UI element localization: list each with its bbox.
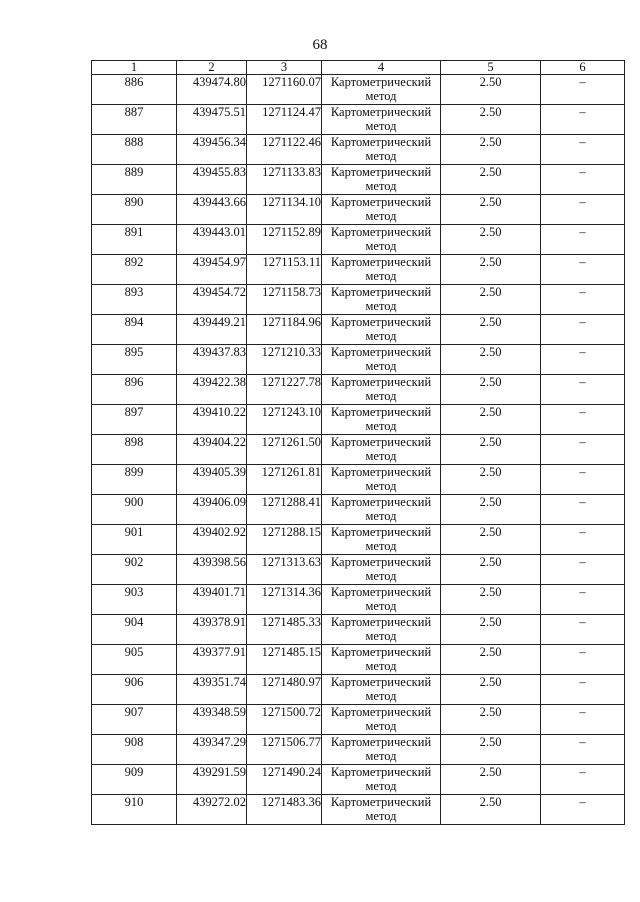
note-value: – (541, 465, 625, 495)
coordinate-x: 439377.91 (177, 645, 247, 675)
point-number: 886 (92, 75, 177, 105)
point-number: 887 (92, 105, 177, 135)
table-row (92, 705, 625, 735)
coordinate-y: 1271184.96 (247, 315, 322, 345)
column-header: 3 (247, 61, 322, 75)
method-line-1: Картометрический (330, 225, 432, 239)
coordinate-y: 1271485.15 (247, 645, 322, 675)
point-number: 909 (92, 765, 177, 795)
method-line-2: метод (365, 119, 397, 133)
accuracy-value: 2.50 (441, 585, 541, 615)
method-cell (322, 615, 441, 645)
method-line-2: метод (365, 269, 397, 283)
coordinate-y: 1271261.50 (247, 435, 322, 465)
table-row (92, 525, 625, 555)
table-row (92, 135, 625, 165)
accuracy-value: 2.50 (441, 525, 541, 555)
method-line-2: метод (365, 779, 397, 793)
table-body (92, 75, 625, 825)
point-number: 888 (92, 135, 177, 165)
table-row (92, 255, 625, 285)
coordinate-y: 1271227.78 (247, 375, 322, 405)
column-header: 6 (541, 61, 625, 75)
note-value: – (541, 75, 625, 105)
method-line-1: Картометрический (330, 165, 432, 179)
point-number: 892 (92, 255, 177, 285)
point-number: 905 (92, 645, 177, 675)
point-number: 899 (92, 465, 177, 495)
note-value: – (541, 795, 625, 825)
accuracy-value: 2.50 (441, 465, 541, 495)
page-number: 68 (312, 37, 328, 53)
column-header: 1 (92, 61, 177, 75)
method-line-2: метод (365, 179, 397, 193)
method-line-2: метод (365, 809, 397, 823)
coordinate-y: 1271210.33 (247, 345, 322, 375)
table-row (92, 765, 625, 795)
method-cell (322, 315, 441, 345)
coordinate-y: 1271134.10 (247, 195, 322, 225)
accuracy-value: 2.50 (441, 285, 541, 315)
method-cell (322, 195, 441, 225)
point-number: 910 (92, 795, 177, 825)
coordinate-x: 439405.39 (177, 465, 247, 495)
note-value: – (541, 315, 625, 345)
note-value: – (541, 135, 625, 165)
method-line-1: Картометрический (330, 285, 432, 299)
method-cell (322, 795, 441, 825)
coordinate-y: 1271485.33 (247, 615, 322, 645)
table-row (92, 645, 625, 675)
coordinate-x: 439404.22 (177, 435, 247, 465)
table-row (92, 195, 625, 225)
coordinate-y: 1271314.36 (247, 585, 322, 615)
coordinate-x: 439454.72 (177, 285, 247, 315)
coordinate-y: 1271243.10 (247, 405, 322, 435)
coordinate-x: 439378.91 (177, 615, 247, 645)
method-line-1: Картометрический (330, 105, 432, 119)
note-value: – (541, 585, 625, 615)
point-number: 889 (92, 165, 177, 195)
method-cell (322, 405, 441, 435)
column-header: 4 (322, 61, 441, 75)
method-line-1: Картометрический (330, 345, 432, 359)
method-cell (322, 705, 441, 735)
coordinate-y: 1271124.47 (247, 105, 322, 135)
method-cell (322, 645, 441, 675)
method-line-1: Картометрический (330, 585, 432, 599)
coordinate-y: 1271160.07 (247, 75, 322, 105)
accuracy-value: 2.50 (441, 135, 541, 165)
column-header: 5 (441, 61, 541, 75)
coordinate-x: 439422.38 (177, 375, 247, 405)
method-cell (322, 285, 441, 315)
note-value: – (541, 705, 625, 735)
coordinate-x: 439406.09 (177, 495, 247, 525)
table-row (92, 105, 625, 135)
table-row (92, 75, 625, 105)
point-number: 904 (92, 615, 177, 645)
note-value: – (541, 105, 625, 135)
method-line-2: метод (365, 89, 397, 103)
method-line-1: Картометрический (330, 465, 432, 479)
coordinate-x: 439402.92 (177, 525, 247, 555)
coordinate-x: 439351.74 (177, 675, 247, 705)
method-line-1: Картометрический (330, 315, 432, 329)
table-row (92, 165, 625, 195)
method-line-2: метод (365, 209, 397, 223)
method-line-1: Картометрический (330, 675, 432, 689)
point-number: 903 (92, 585, 177, 615)
table-row (92, 225, 625, 255)
table-row (92, 435, 625, 465)
point-number: 907 (92, 705, 177, 735)
method-line-1: Картометрический (330, 405, 432, 419)
method-cell (322, 345, 441, 375)
point-number: 893 (92, 285, 177, 315)
coordinate-x: 439272.02 (177, 795, 247, 825)
note-value: – (541, 555, 625, 585)
coordinate-y: 1271153.11 (247, 255, 322, 285)
point-number: 896 (92, 375, 177, 405)
method-cell (322, 435, 441, 465)
coordinate-y: 1271288.15 (247, 525, 322, 555)
method-line-2: метод (365, 329, 397, 343)
method-line-1: Картометрический (330, 615, 432, 629)
accuracy-value: 2.50 (441, 675, 541, 705)
method-line-2: метод (365, 149, 397, 163)
point-number: 900 (92, 495, 177, 525)
coordinate-y: 1271261.81 (247, 465, 322, 495)
point-number: 894 (92, 315, 177, 345)
coordinate-y: 1271152.89 (247, 225, 322, 255)
method-cell (322, 765, 441, 795)
table-row (92, 675, 625, 705)
table-row (92, 735, 625, 765)
method-cell (322, 75, 441, 105)
accuracy-value: 2.50 (441, 195, 541, 225)
method-line-2: метод (365, 599, 397, 613)
point-number: 902 (92, 555, 177, 585)
method-cell (322, 495, 441, 525)
method-cell (322, 585, 441, 615)
coordinate-x: 439401.71 (177, 585, 247, 615)
accuracy-value: 2.50 (441, 765, 541, 795)
coordinate-y: 1271313.63 (247, 555, 322, 585)
method-cell (322, 675, 441, 705)
accuracy-value: 2.50 (441, 615, 541, 645)
note-value: – (541, 645, 625, 675)
coordinate-y: 1271133.83 (247, 165, 322, 195)
method-line-1: Картометрический (330, 555, 432, 569)
coordinate-x: 439291.59 (177, 765, 247, 795)
point-number: 895 (92, 345, 177, 375)
note-value: – (541, 435, 625, 465)
method-cell (322, 465, 441, 495)
note-value: – (541, 165, 625, 195)
note-value: – (541, 675, 625, 705)
method-line-2: метод (365, 629, 397, 643)
method-line-1: Картометрический (330, 765, 432, 779)
method-line-2: метод (365, 539, 397, 553)
method-line-1: Картометрический (330, 195, 432, 209)
method-line-2: метод (365, 299, 397, 313)
accuracy-value: 2.50 (441, 555, 541, 585)
table-row (92, 315, 625, 345)
method-line-2: метод (365, 389, 397, 403)
note-value: – (541, 495, 625, 525)
method-line-1: Картометрический (330, 135, 432, 149)
method-line-1: Картометрический (330, 525, 432, 539)
accuracy-value: 2.50 (441, 435, 541, 465)
note-value: – (541, 735, 625, 765)
method-cell (322, 105, 441, 135)
point-number: 898 (92, 435, 177, 465)
accuracy-value: 2.50 (441, 105, 541, 135)
coordinate-x: 439410.22 (177, 405, 247, 435)
accuracy-value: 2.50 (441, 645, 541, 675)
coordinates-table (91, 60, 625, 825)
coordinate-y: 1271490.24 (247, 765, 322, 795)
method-line-1: Картометрический (330, 735, 432, 749)
method-line-2: метод (365, 419, 397, 433)
accuracy-value: 2.50 (441, 225, 541, 255)
method-line-1: Картометрический (330, 375, 432, 389)
coordinate-y: 1271506.77 (247, 735, 322, 765)
point-number: 901 (92, 525, 177, 555)
coordinate-y: 1271480.97 (247, 675, 322, 705)
accuracy-value: 2.50 (441, 735, 541, 765)
coordinate-x: 439398.56 (177, 555, 247, 585)
method-line-2: метод (365, 689, 397, 703)
accuracy-value: 2.50 (441, 315, 541, 345)
note-value: – (541, 525, 625, 555)
table-row (92, 375, 625, 405)
method-cell (322, 255, 441, 285)
note-value: – (541, 285, 625, 315)
method-cell (322, 525, 441, 555)
column-header: 2 (177, 61, 247, 75)
table-row (92, 795, 625, 825)
coordinate-x: 439475.51 (177, 105, 247, 135)
accuracy-value: 2.50 (441, 705, 541, 735)
note-value: – (541, 345, 625, 375)
table-header-row (92, 61, 625, 75)
table-row (92, 285, 625, 315)
point-number: 890 (92, 195, 177, 225)
coordinate-x: 439454.97 (177, 255, 247, 285)
method-line-2: метод (365, 749, 397, 763)
method-line-1: Картометрический (330, 705, 432, 719)
coordinate-y: 1271122.46 (247, 135, 322, 165)
point-number: 897 (92, 405, 177, 435)
note-value: – (541, 225, 625, 255)
method-cell (322, 165, 441, 195)
coordinate-x: 439437.83 (177, 345, 247, 375)
table-row (92, 405, 625, 435)
accuracy-value: 2.50 (441, 795, 541, 825)
table-row (92, 585, 625, 615)
note-value: – (541, 405, 625, 435)
method-line-1: Картометрический (330, 795, 432, 809)
accuracy-value: 2.50 (441, 165, 541, 195)
coordinate-x: 439474.80 (177, 75, 247, 105)
method-line-2: метод (365, 449, 397, 463)
note-value: – (541, 765, 625, 795)
method-cell (322, 555, 441, 585)
accuracy-value: 2.50 (441, 345, 541, 375)
table-row (92, 345, 625, 375)
point-number: 891 (92, 225, 177, 255)
coordinate-y: 1271288.41 (247, 495, 322, 525)
method-line-2: метод (365, 659, 397, 673)
method-line-1: Картометрический (330, 495, 432, 509)
coordinate-y: 1271483.36 (247, 795, 322, 825)
coordinate-y: 1271500.72 (247, 705, 322, 735)
method-line-1: Картометрический (330, 255, 432, 269)
table-row (92, 495, 625, 525)
table-row (92, 465, 625, 495)
coordinate-x: 439455.83 (177, 165, 247, 195)
method-cell (322, 225, 441, 255)
coordinate-y: 1271158.73 (247, 285, 322, 315)
method-cell (322, 735, 441, 765)
accuracy-value: 2.50 (441, 375, 541, 405)
method-cell (322, 135, 441, 165)
note-value: – (541, 255, 625, 285)
method-line-2: метод (365, 479, 397, 493)
method-line-2: метод (365, 719, 397, 733)
accuracy-value: 2.50 (441, 405, 541, 435)
coordinate-x: 439347.29 (177, 735, 247, 765)
coordinate-x: 439449.21 (177, 315, 247, 345)
method-line-2: метод (365, 239, 397, 253)
method-line-1: Картометрический (330, 435, 432, 449)
coordinate-x: 439348.59 (177, 705, 247, 735)
note-value: – (541, 195, 625, 225)
coordinate-x: 439443.66 (177, 195, 247, 225)
method-line-2: метод (365, 359, 397, 373)
method-line-1: Картометрический (330, 75, 432, 89)
note-value: – (541, 615, 625, 645)
method-line-2: метод (365, 509, 397, 523)
method-line-1: Картометрический (330, 645, 432, 659)
note-value: – (541, 375, 625, 405)
point-number: 906 (92, 675, 177, 705)
coordinate-x: 439443.01 (177, 225, 247, 255)
accuracy-value: 2.50 (441, 255, 541, 285)
method-line-2: метод (365, 569, 397, 583)
table-row (92, 555, 625, 585)
method-cell (322, 375, 441, 405)
point-number: 908 (92, 735, 177, 765)
accuracy-value: 2.50 (441, 75, 541, 105)
table-row (92, 615, 625, 645)
accuracy-value: 2.50 (441, 495, 541, 525)
coordinate-x: 439456.34 (177, 135, 247, 165)
